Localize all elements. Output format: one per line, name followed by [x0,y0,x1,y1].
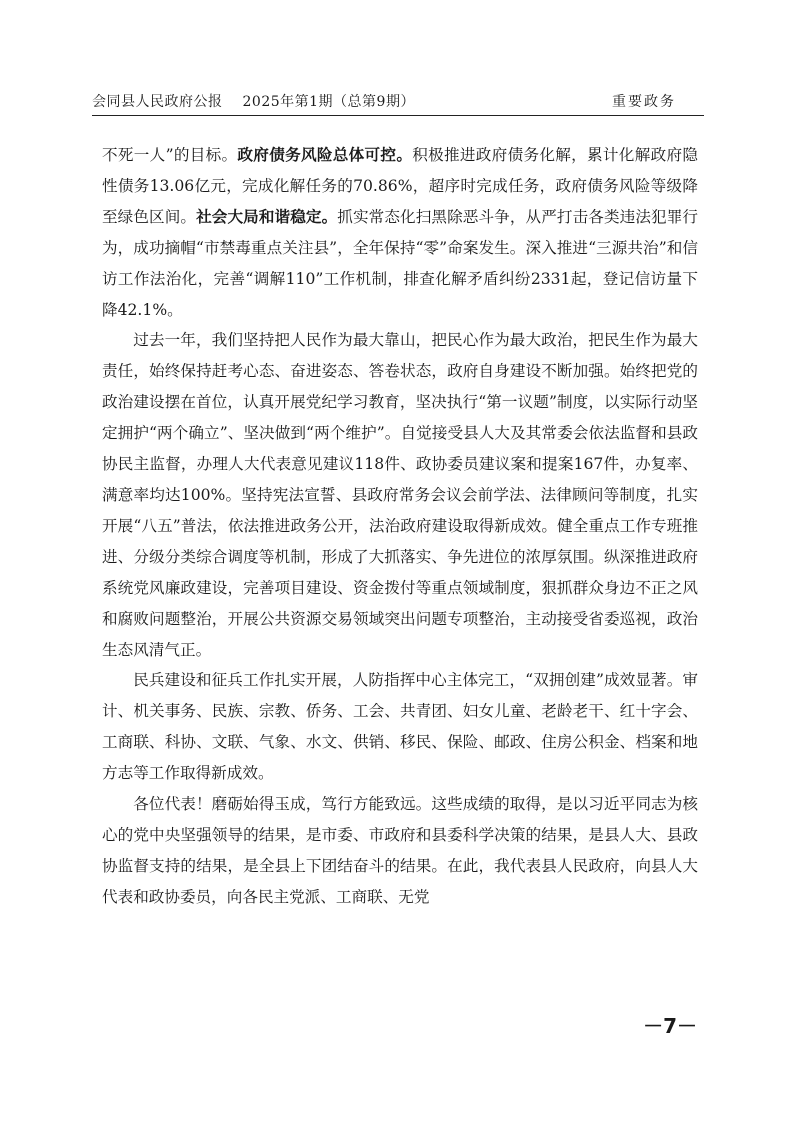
text-run: 民兵建设和征兵工作扎实开展，人防指挥中心主体完工，“双拥创建”成效显著。审计、机关事务、民族、宗教、侨务、工会、共青团、妇女儿童、老龄老干、红十字会、工商联、科协、文联、气象、水文、供销、移民、保险、邮政、住房公积金、档案和地方志等工作取得新成效。 [102,671,698,783]
section-label: 重要政务 [612,94,676,110]
paragraph-4 [102,789,698,913]
text-run: 各位代表！磨砺始得玉成，笃行方能致远。这些成绩的取得，是以习近平同志为核心的党中央坚强领导的结果，是市委、市政府和县委科学决策的结果，是县人大、县政协监督支持的结果，是全县上下团结奋斗的结果。在此，我代表县人民政府，向县人大代表和政协委员，向各民主党派、工商联、无党 [102,795,698,906]
text-run: 过去一年，我们坚持把人民作为最大靠山，把民心作为最大政治，把民生作为最大责任，始终保持赶考心态、奋进姿态、答卷状态，政府自身建设不断加强。始终把党的政治建设摆在首位，认真开展党纪学习教育，坚决执行“第一议题”制度，以实际行动坚定拥护“两个确立”、坚决做到“两个维护”。自觉接受县人大及其常委会依法监督和县政协民主监督，办理人大代表意见建议118件、政协委员建议案和提案167件，办复率、满意率均达100%。坚持宪法宣誓、县政府常务会议会前学法、法律顾问等制度，扎实开展“八五”普法，依法推进政务公开，法治政府建设取得新成效。健全重点工作专班推进、分级分类综合调度等机制，形成了大抓落实、争先进位的浓厚氛围。纵深推进政府系统党风廉政建设，完善项目建设、资金拨付等重点领域制度，狠抓群众身边不正之风和腐败问题整治，开展公共资源交易领域突出问题专项整治，主动接受省委巡视，政治生态风清气正。 [102,331,698,659]
bold-heading-social-stability: 社会大局和谐稳定。 [196,207,338,226]
paragraph-2 [102,325,698,665]
text-run: 不死一人”的目标。 [102,146,238,164]
header-divider [92,115,704,116]
publication-title: 会同县人民政府公报 [92,94,223,110]
paragraph-3 [102,665,698,789]
header-left [92,91,435,111]
issue-label: 2025年第1期（总第9期） [242,94,415,110]
text-run: 抓实常态化扫黑除恶斗争，从严打击各类违法犯罪行为，成功摘帽“市禁毒重点关注县”，全年保持“零”命案发生。深入推进“三源共治”和信访工作法治化，完善“调解110”工作机制，排查化解矛盾纠纷2331起，登记信访量下降42.1%。 [102,207,698,319]
article-body [102,140,698,913]
text-run: 积极推进政府债务化解，累计化解政府隐性债务13.06亿元，完成化解任务的70.86%，超序时完成任务，政府债务风险等级降至绿色区间。 [102,146,698,226]
running-header [92,86,704,114]
paragraph-1 [102,140,698,325]
page-number: －7－ [643,1014,697,1038]
bold-heading-debt-risk: 政府债务风险总体可控。 [237,146,413,164]
